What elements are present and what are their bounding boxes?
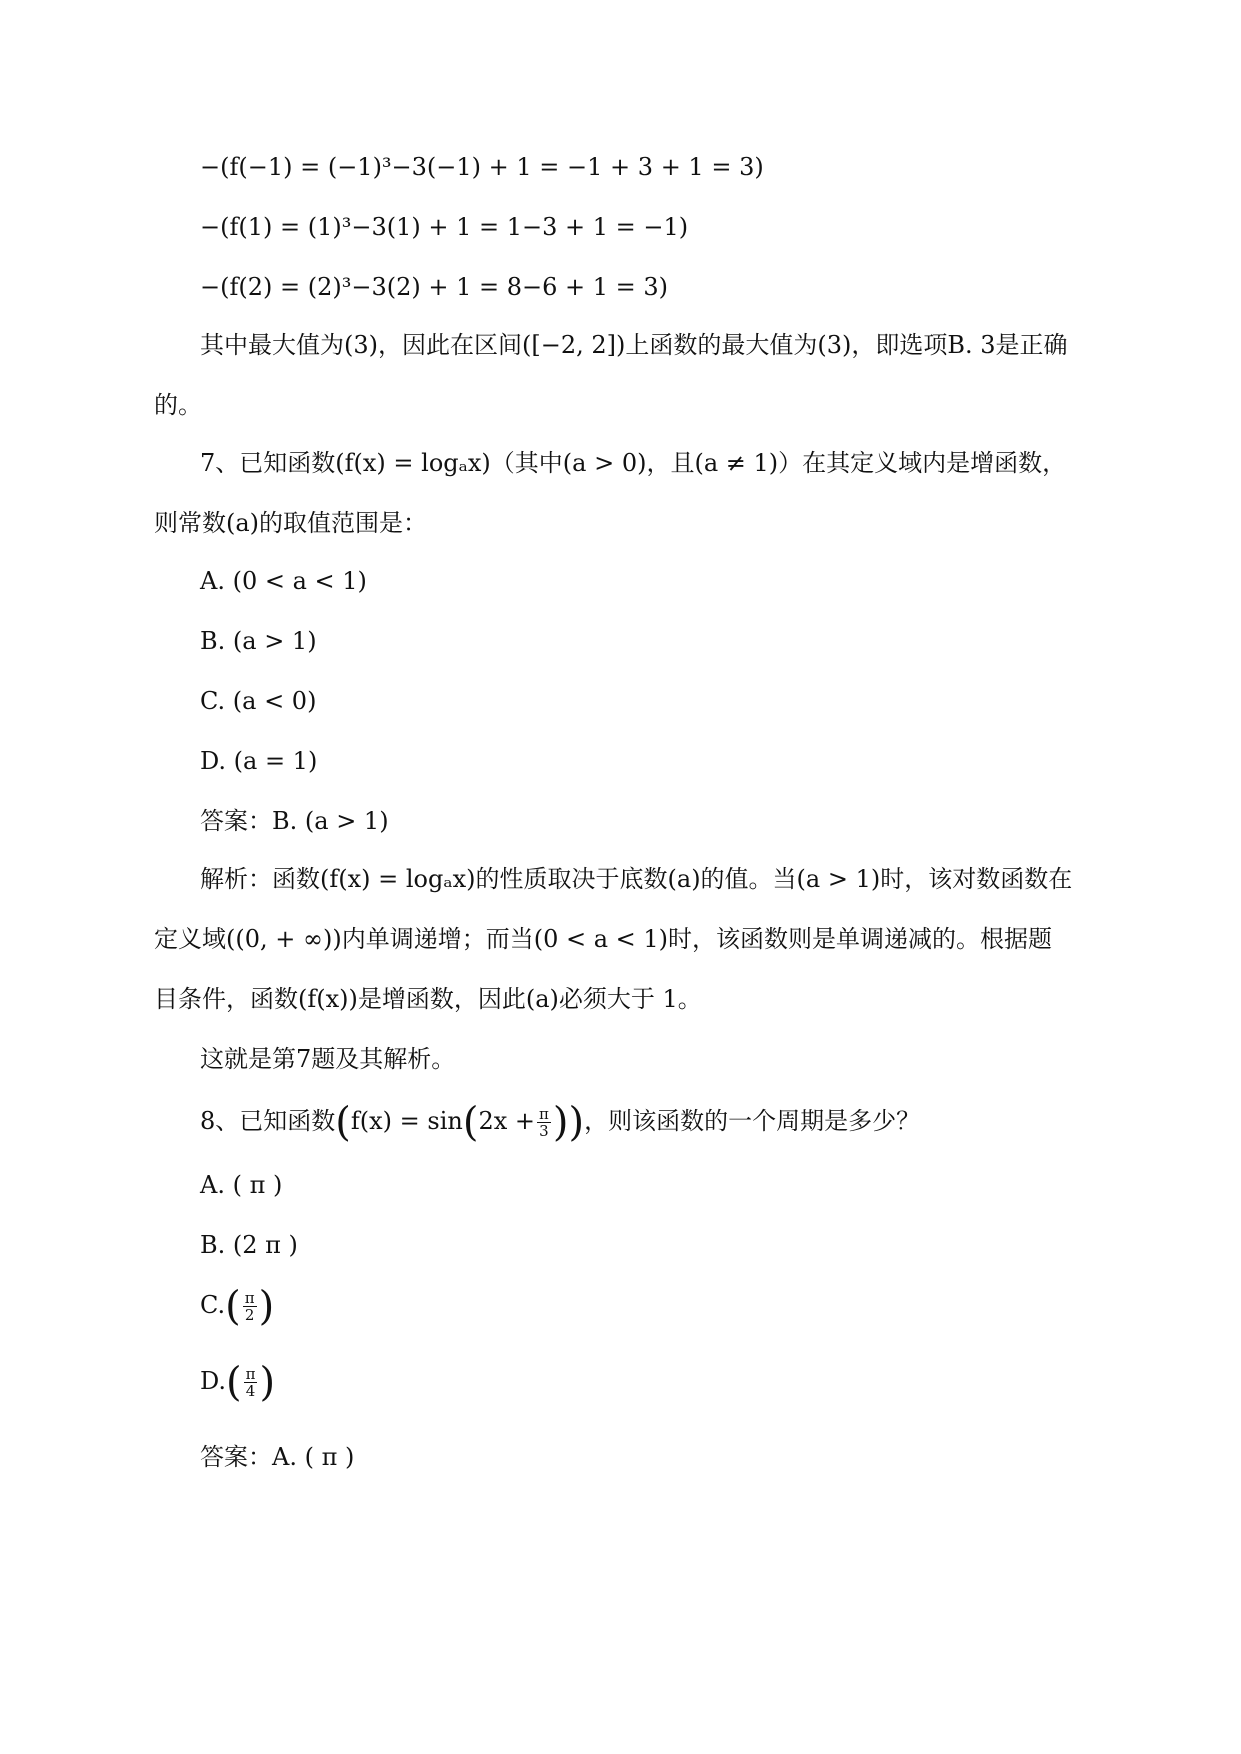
q8-pi-over-3: $\frac{\pi}{3}$ (539, 1105, 549, 1140)
q7-stem-line-2: 则常数(a)的取值范围是： (154, 509, 428, 537)
q7-closing: 这就是第7题及其解析。 (200, 1045, 456, 1073)
q7-stem-line-1: 7、已知函数(f(x) = logₐx)（其中(a > 0)，且(a ≠ 1)）在其定义域内是增函数， (200, 449, 1067, 477)
q7-option-b: B. (a > 1) (200, 627, 317, 655)
q8-option-b: B. (2 π ) (200, 1231, 298, 1259)
conclusion-line-1: 其中最大值为(3)，因此在区间([−2, 2])上函数的最大值为(3)，即选项B. 3是正确 (200, 331, 1068, 359)
eq-f-neg1: −(f(−1) = (−1)³−3(−1) + 1 = −1 + 3 + 1 = 3) (200, 153, 764, 181)
conclusion-line-2: 的。 (154, 391, 202, 419)
q8-answer: 答案：A. ( π ) (200, 1443, 355, 1471)
eq-f-2: −(f(2) = (2)³−3(2) + 1 = 8−6 + 1 = 3) (200, 273, 668, 301)
q8-stem: 8、已知函数(f(x) = sin(2x + $\frac{\pi}{3}$ ))，则该函数的一个周期是多少？ (200, 1099, 921, 1146)
q7-answer: 答案：B. (a > 1) (200, 807, 389, 835)
q7-analysis-line-2: 定义域((0, + ∞))内单调递增；而当(0 < a < 1)时，该函数则是单调递减的。根据题 (154, 925, 1053, 953)
q7-analysis-line-1: 解析：函数(f(x) = logₐx)的性质取决于底数(a)的值。当(a > 1)时，该对数函数在 (200, 865, 1073, 893)
q7-option-a: A. (0 < a < 1) (200, 567, 367, 595)
q8-option-c: C.( $\frac{\pi}{2}$ ) (200, 1283, 275, 1330)
q7-option-c: C. (a < 0) (200, 687, 317, 715)
q7-option-d: D. (a = 1) (200, 747, 318, 775)
q7-analysis-line-3: 目条件，函数(f(x))是增函数，因此(a)必须大于 1。 (154, 985, 702, 1013)
q8-prefix: 8、已知函数 (200, 1107, 336, 1135)
q8-expr-inner: 2x + (478, 1107, 536, 1135)
eq-f-1: −(f(1) = (1)³−3(1) + 1 = 1−3 + 1 = −1) (200, 213, 689, 241)
q8-option-a: A. ( π ) (200, 1171, 283, 1199)
q8-option-d: D.( $\frac{\pi}{4}$ ) (200, 1359, 276, 1406)
q8-expr-left: f(x) = sin (350, 1107, 463, 1135)
q8-suffix: ，则该函数的一个周期是多少？ (584, 1107, 921, 1135)
